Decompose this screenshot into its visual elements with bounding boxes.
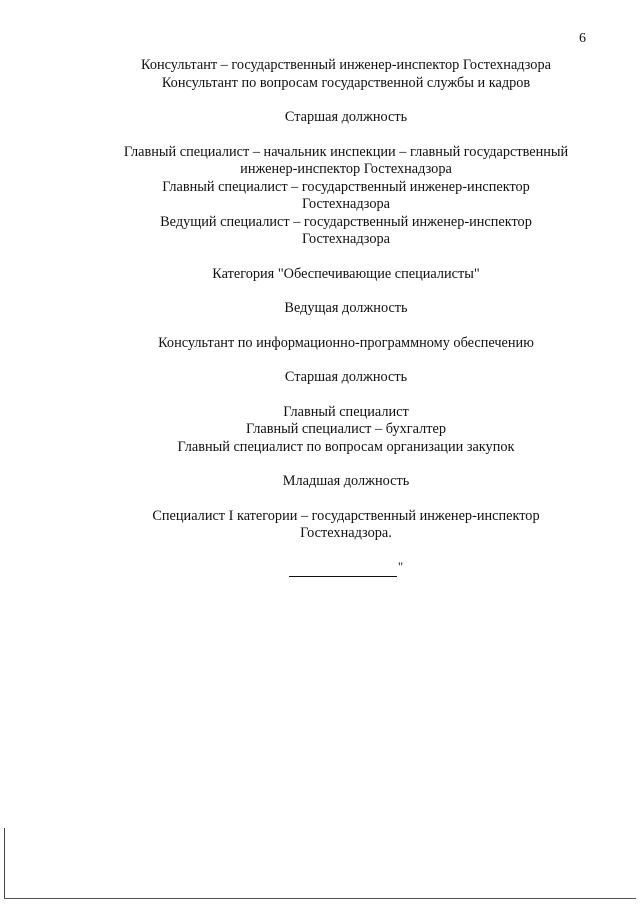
block-senior-support-positions — [0, 404, 640, 457]
spacer — [0, 249, 640, 266]
text-line: инженер-инспектор Гостехнадзора — [240, 161, 452, 177]
block-junior-positions — [0, 508, 640, 543]
text-line: Консультант по вопросам государственной службы и кадров — [161, 74, 531, 91]
text-line: Консультант – государственный инженер-инспектор Гостехнадзора — [141, 57, 551, 73]
underline-rule — [289, 564, 397, 577]
scan-edge-bottom — [4, 898, 636, 899]
text-line: Главный специалист – государственный инженер-инспектор — [162, 178, 530, 195]
closing-line — [289, 558, 404, 583]
section-heading — [0, 369, 640, 387]
spacer — [0, 456, 640, 473]
heading-line: Категория "Обеспечивающие специалисты" — [212, 265, 480, 282]
text-line: Главный специалист — [283, 403, 409, 420]
block-senior-positions — [0, 144, 640, 249]
section-heading — [0, 300, 640, 318]
spacer — [0, 387, 640, 404]
heading-line: Младшая должность — [282, 473, 410, 489]
block-leading-positions — [0, 335, 640, 353]
section-heading — [0, 109, 640, 127]
spacer — [0, 491, 640, 508]
heading-line: Ведущая должность — [284, 300, 408, 316]
page-number: 6 — [579, 31, 586, 46]
text-line: Гостехнадзора — [301, 231, 391, 247]
scan-edge-left — [4, 828, 5, 898]
block-consultants — [0, 57, 640, 92]
spacer — [0, 543, 640, 560]
spacer — [0, 318, 640, 335]
category-heading — [0, 266, 640, 284]
text-line: Консультант по информационно-программному обеспечению — [158, 334, 534, 351]
text-line: Главный специалист по вопросам организации закупок — [177, 438, 515, 455]
text-line: Гостехнадзора. — [300, 525, 392, 541]
text-line: Главный специалист – начальник инспекции – главный государственный — [123, 143, 569, 160]
text-line: Гостехнадзора — [301, 196, 391, 212]
text-line: Специалист I категории – государственный инженер-инспектор — [152, 507, 540, 524]
document-body — [0, 57, 640, 582]
closing-quote-mark: " — [397, 558, 404, 574]
heading-line: Старшая должность — [284, 109, 408, 125]
spacer — [0, 352, 640, 369]
spacer — [0, 283, 640, 300]
spacer — [0, 127, 640, 144]
section-heading — [0, 473, 640, 491]
text-line: Ведущий специалист – государственный инженер-инспектор — [160, 213, 532, 230]
text-line: Главный специалист – бухгалтер — [246, 421, 446, 437]
heading-line: Старшая должность — [284, 369, 408, 385]
spacer — [0, 92, 640, 109]
